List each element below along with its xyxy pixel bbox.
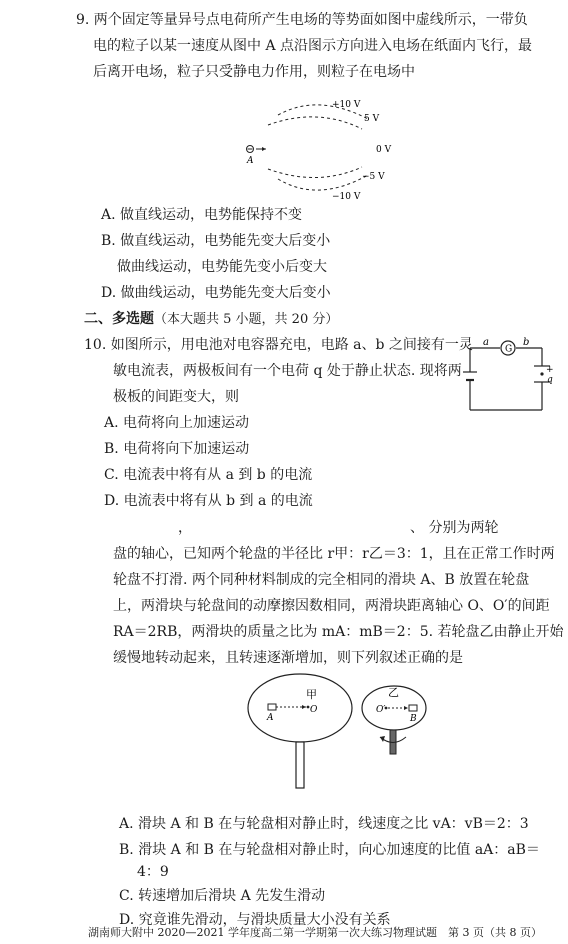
equipotential-plus5	[268, 117, 362, 129]
q10-option-d: D. 电流表中将有从 b 到 a 的电流	[104, 493, 313, 509]
q10-option-b: B. 电荷将向下加速运动	[104, 441, 250, 457]
point-a-label: a	[483, 337, 489, 348]
label-5v: 5 V	[364, 114, 380, 124]
point-b-label: b	[523, 337, 530, 348]
q11-line-1: 盘的轴心，已知两个轮盘的半径比 r甲：r乙＝3：1，且在正常工作时两	[113, 546, 555, 562]
q11-option-b-line-2: 4：9	[137, 864, 169, 880]
q11-option-c: C. 转速增加后滑块 A 先发生滑动	[119, 888, 326, 904]
section-heading	[84, 310, 338, 329]
charge-plus-label: +	[546, 365, 554, 375]
label-o: O	[310, 705, 318, 715]
section-note: （本大题共 5 小题，共 20 分）	[154, 312, 339, 327]
q11-line-4: RA＝2RB，两滑块的质量之比为 mA：mB＝2：5. 若轮盘乙由静止开始	[113, 624, 564, 640]
q10-line-2: 敏电流表，两极板间有一个电荷 q 处于静止状态. 现将两	[113, 363, 462, 379]
q11-line-3: 上，两滑块与轮盘间的动摩擦因数相同，两滑块距离轴心 O、O′的间距	[113, 598, 550, 614]
capacitor-circuit-figure	[460, 336, 558, 416]
q9-option-c: 做曲线运动，电势能先变小后变大	[117, 259, 327, 275]
label-b: B	[410, 714, 417, 724]
q9-option-b: B. 做直线运动，电势能先变大后变小	[101, 233, 331, 249]
label-yi: 乙	[388, 686, 399, 699]
q10-line-3: 极板的间距变大，则	[113, 389, 239, 405]
q9-option-d: D. 做曲线运动，电势能先变大后变小	[101, 285, 331, 301]
block-b	[409, 705, 417, 711]
charge-q-dot	[540, 372, 543, 375]
q11-line-0b: 、 分别为两轮	[410, 520, 499, 536]
q9-line-1: 9. 两个固定等量异号点电荷所产生电场的等势面如图中虚线所示，一带负	[76, 12, 528, 28]
page-footer: 湖南师大附中 2020—2021 学年度高二第一学期第一次大练习物理试题 第 3 页（共 8 页）	[88, 926, 542, 939]
equipotential-figure	[238, 95, 408, 205]
label-jia: 甲	[306, 688, 317, 701]
q11-line-0a: ，	[178, 520, 192, 536]
turntable-figure	[244, 672, 436, 792]
q11-option-b-line-1: B. 滑块 A 和 B 在与轮盘相对静止时，向心加速度的比值 aA：aB＝	[119, 842, 540, 858]
label-0v: 0 V	[376, 145, 392, 155]
q9-line-3: 后离开电场，粒子只受静电力作用，则粒子在电场中	[93, 64, 415, 80]
block-a	[268, 704, 276, 710]
section-title: 二、多选题	[84, 311, 154, 327]
q11-option-d: D. 究竟谁先滑动，与滑块质量大小没有关系	[119, 912, 391, 928]
q11-option-a: A. 滑块 A 和 B 在与轮盘相对静止时，线速度之比 vA：vB＝2：3	[119, 816, 529, 832]
q10-option-a: A. 电荷将向上加速运动	[104, 415, 250, 431]
q10-option-c: C. 电流表中将有从 a 到 b 的电流	[104, 467, 313, 483]
label-o-prime: O′	[376, 705, 386, 715]
q9-option-a: A. 做直线运动，电势能保持不变	[101, 207, 303, 223]
label-minus10v: −10 V	[332, 192, 361, 202]
q10-line-1: 10. 如图所示，用电池对电容器充电，电路 a、b 之间接有一灵	[84, 337, 473, 353]
shaft-jia	[296, 742, 304, 788]
q11-line-5: 缓慢地转动起来，且转速逐渐增加，则下列叙述正确的是	[113, 650, 463, 666]
label-minus5v: −5 V	[362, 172, 385, 182]
q11-line-2: 轮盘不打滑. 两个同种材料制成的完全相同的滑块 A、B 放置在轮盘	[113, 572, 530, 588]
equipotential-minus5	[268, 167, 362, 178]
label-a: A	[267, 713, 274, 723]
charge-q-label: q	[547, 375, 553, 385]
point-a-label: A	[247, 156, 254, 166]
label-plus10v: +10 V	[332, 100, 361, 110]
disk-jia	[248, 674, 352, 742]
q9-line-2: 电的粒子以某一速度从图中 A 点沿图示方向进入电场在纸面内飞行，最	[93, 38, 533, 54]
galvanometer-label: G	[505, 344, 513, 355]
